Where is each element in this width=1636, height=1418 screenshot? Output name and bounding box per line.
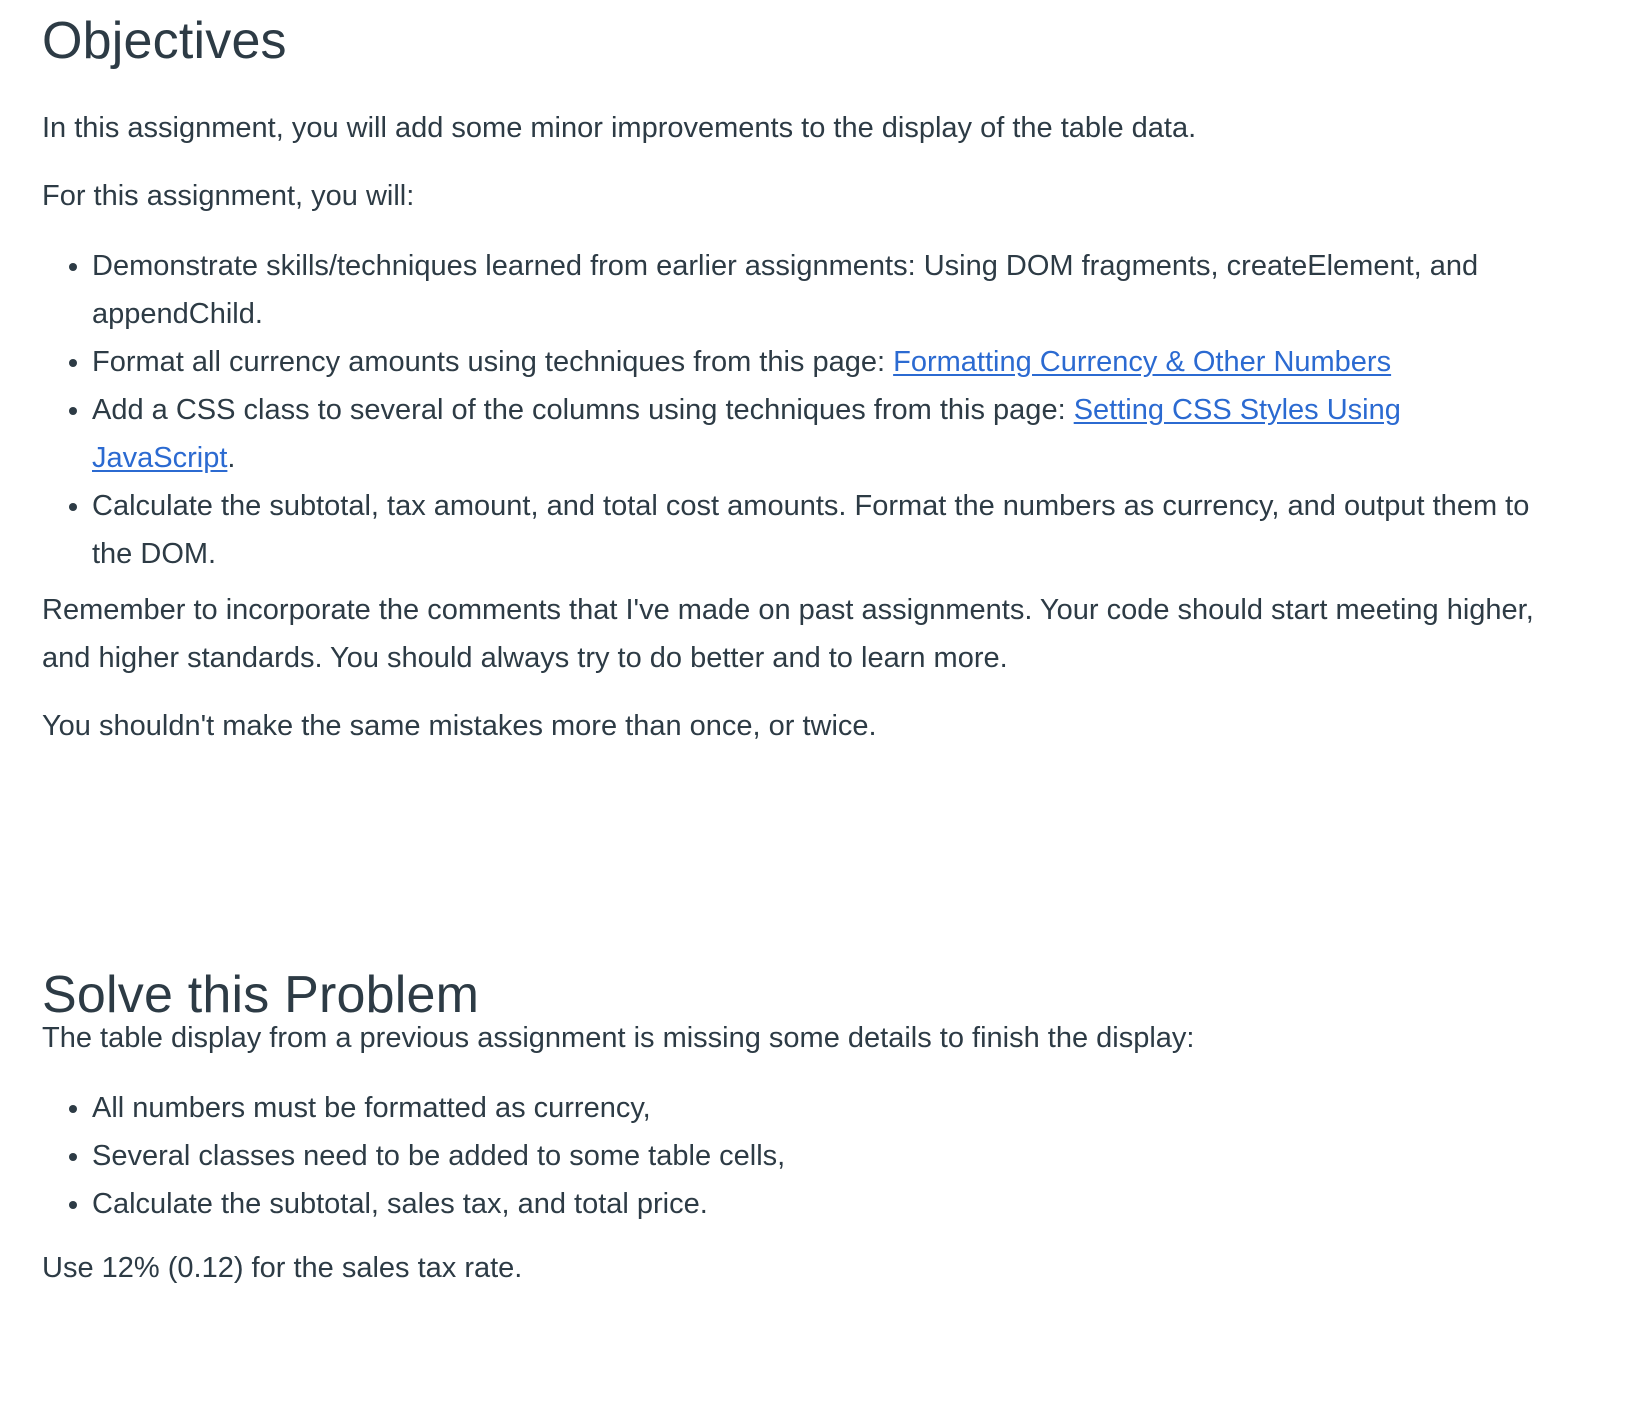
mistakes-paragraph: You shouldn't make the same mistakes more than once, or twice.: [42, 710, 877, 742]
objective-bullet-calculate: Calculate the subtotal, tax amount, and total cost amounts. Format the numbers as currency, and output them to the DOM.: [92, 490, 1530, 570]
solve-bullet-calculate: Calculate the subtotal, sales tax, and total price.: [92, 1188, 708, 1220]
solve-list: [42, 1084, 1612, 1228]
list-item: [92, 1084, 1612, 1132]
list-item: [92, 482, 1602, 578]
remember-block: [42, 586, 1582, 682]
tax-note-block: [42, 1244, 1612, 1292]
objective-bullet-css-text: Add a CSS class to several of the columns using techniques from this page:: [92, 394, 1074, 426]
objective-bullet-dom: Demonstrate skills/techniques learned from earlier assignments: Using DOM fragments, createElement, and appendChild.: [92, 250, 1479, 330]
solve-list-block: [42, 1084, 1612, 1228]
list-item: [92, 1132, 1612, 1180]
formatting-currency-link[interactable]: Formatting Currency & Other Numbers: [893, 346, 1392, 378]
solve-bullet-currency: All numbers must be formatted as currency,: [92, 1092, 651, 1124]
setting-css-styles-link[interactable]: Setting CSS Styles Using JavaScript: [92, 394, 1401, 474]
list-item: [92, 242, 1602, 338]
solve-intro: The table display from a previous assignment is missing some details to finish the display:: [42, 1022, 1195, 1054]
list-item: [92, 1180, 1612, 1228]
tax-rate-note: Use 12% (0.12) for the sales tax rate.: [42, 1252, 523, 1284]
objectives-list: [42, 242, 1602, 578]
mistakes-block: [42, 702, 1612, 750]
objective-bullet-css-suffix: .: [227, 442, 236, 474]
list-item: [92, 338, 1602, 386]
list-item: [92, 386, 1602, 482]
solve-heading: Solve this Problem: [42, 966, 480, 1024]
remember-paragraph: Remember to incorporate the comments that I've made on past assignments. Your code should start meeting higher, and higher standards. You should always try to do better and to learn more.: [42, 594, 1534, 674]
objectives-heading: Objectives: [42, 12, 287, 70]
objective-bullet-currency-text: Format all currency amounts using techniques from this page:: [92, 346, 894, 378]
solve-intro-block: [42, 1014, 1612, 1062]
solve-bullet-classes: Several classes need to be added to some table cells,: [92, 1140, 786, 1172]
objectives-intro: In this assignment, you will add some minor improvements to the display of the table data.: [42, 112, 1197, 144]
objectives-intro-block: [42, 104, 1612, 152]
objectives-lead-block: [42, 172, 1612, 220]
objectives-list-block: [42, 242, 1602, 578]
objectives-lead: For this assignment, you will:: [42, 180, 415, 212]
